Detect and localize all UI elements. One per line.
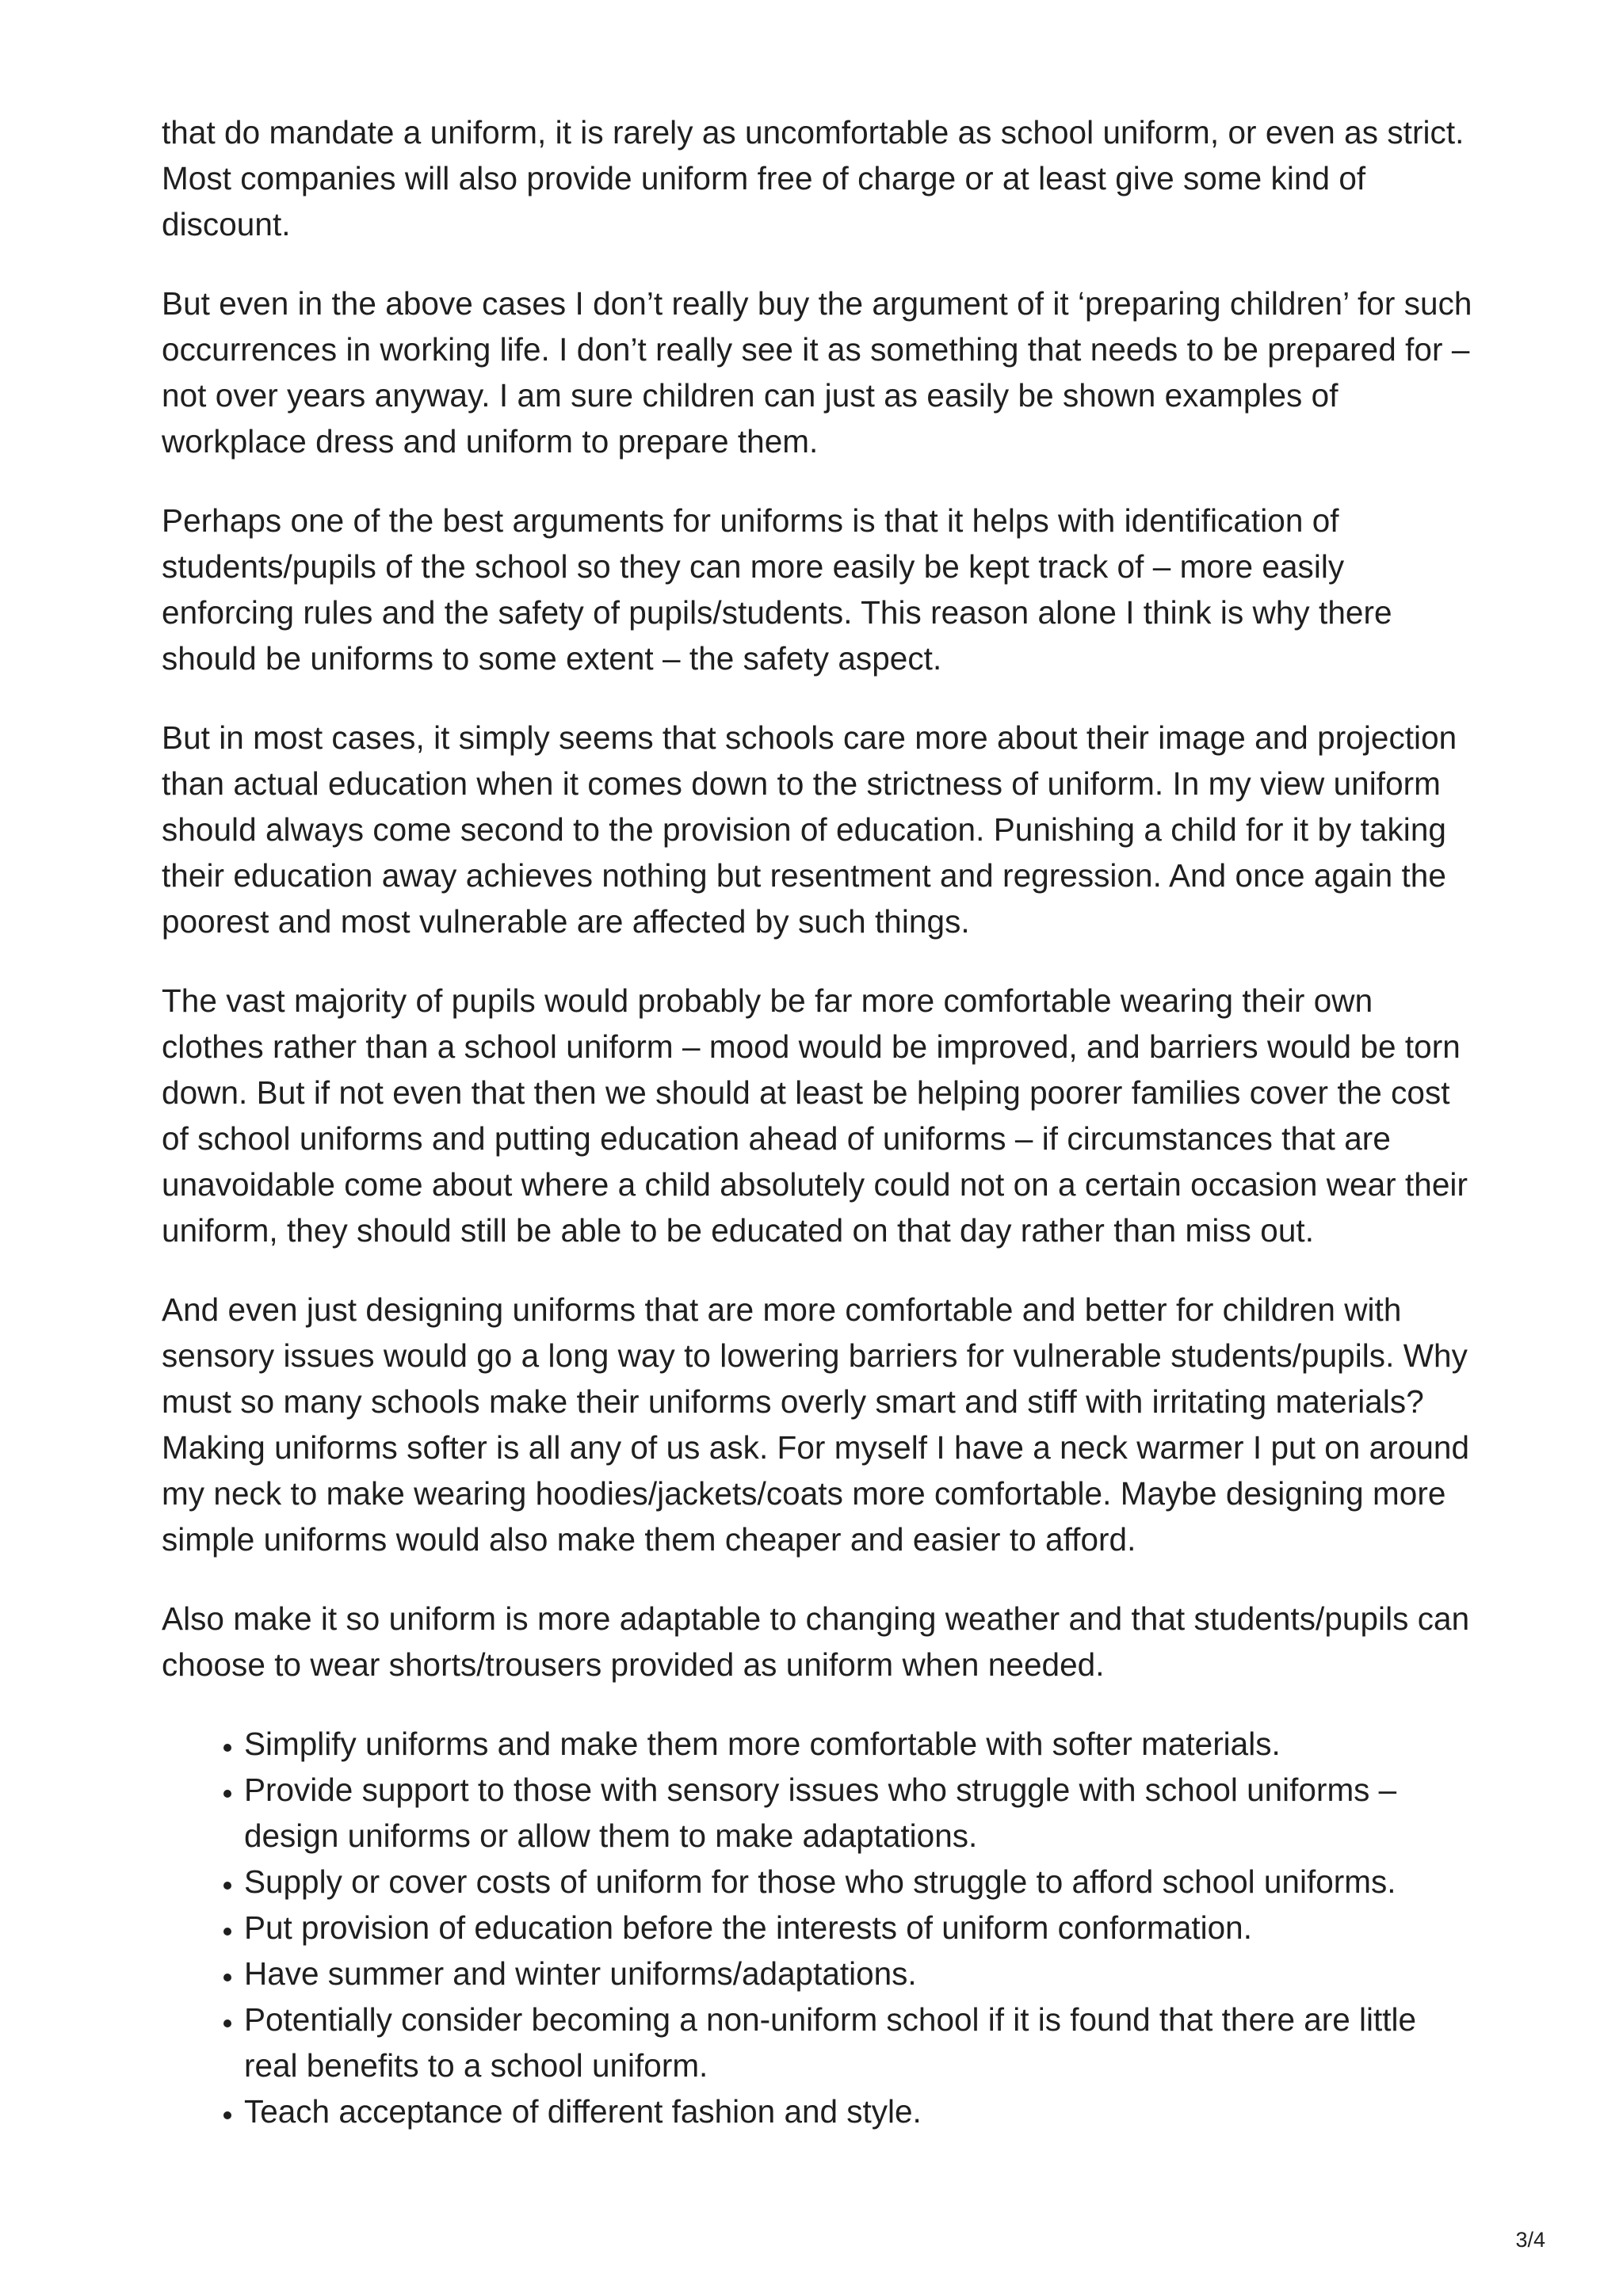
list-item: • Put provision of education before the interests of uniform conformation. — [244, 1905, 1477, 1951]
paragraph-5: The vast majority of pupils would probably be far more comfortable wearing their own clothes rather than a school uniform – mood would be improved, and barriers would be torn down. But if not even that then we should at least be helping poorer families cover the cost of school uniforms and putting education ahead of uniforms – if circumstances that are unavoidable come about where a child absolutely could not on a certain occasion wear their uniform, they should still be able to be educated on that day rather than miss out. — [162, 982, 1468, 1249]
paragraph-1: that do mandate a uniform, it is rarely as uncomfortable as school uniform, or even as strict. Most companies will also provide uniform free of charge or at least give some kind of discount. — [162, 114, 1465, 242]
paragraph-2: But even in the above cases I don’t really buy the argument of it ‘preparing children’ for such occurrences in working life. I don’t really see it as something that needs to be prepared for – not over years anyway. I am sure children can just as easily be shown examples of workplace dress and uniform to prepare them. — [162, 285, 1472, 460]
list-item: • Simplify uniforms and make them more comfortable with softer materials. — [244, 1721, 1477, 1767]
page-number: 3/4 — [1515, 2228, 1545, 2252]
document-body — [162, 109, 1477, 2134]
paragraph-4: But in most cases, it simply seems that schools care more about their image and projection than actual education when it comes down to the strictness of uniform. In my view uniform should always come second to the provision of education. Punishing a child for it by taking their education away achieves nothing but resentment and regression. And once again the poorest and most vulnerable are affected by such things. — [162, 719, 1457, 940]
paragraph-6: And even just designing uniforms that are more comfortable and better for children with sensory issues would go a long way to lowering barriers for vulnerable students/pupils. Why must so many schools make their uniforms overly smart and stiff with irritating materials? Making uniforms softer is all any of us ask. For myself I have a neck warmer I put on around my neck to make wearing hoodies/jackets/coats more comfortable. Maybe designing more simple uniforms would also make them cheaper and easier to afford. — [162, 1291, 1470, 1558]
paragraph-3: Perhaps one of the best arguments for uniforms is that it helps with identification of students/pupils of the school so they can more easily be kept track of – more easily enforcing rules and the safety of pupils/students. This reason alone I think is why there should be uniforms to some extent – the safety aspect. — [162, 502, 1392, 677]
recommendation-list — [162, 1721, 1477, 2134]
list-item: • Teach acceptance of different fashion and style. — [244, 2088, 1477, 2134]
list-item: • Supply or cover costs of uniform for those who struggle to afford school uniforms. — [244, 1859, 1477, 1905]
paragraph-7: Also make it so uniform is more adaptable to changing weather and that students/pupils can choose to wear shorts/trousers provided as uniform when needed. — [162, 1600, 1470, 1683]
list-item: • Have summer and winter uniforms/adaptations. — [244, 1951, 1477, 1997]
list-item: • Potentially consider becoming a non-uniform school if it is found that there are little real benefits to a school uniform. — [244, 1997, 1477, 2088]
list-item: • Provide support to those with sensory issues who struggle with school uniforms – design uniforms or allow them to make adaptations. — [244, 1767, 1477, 1859]
